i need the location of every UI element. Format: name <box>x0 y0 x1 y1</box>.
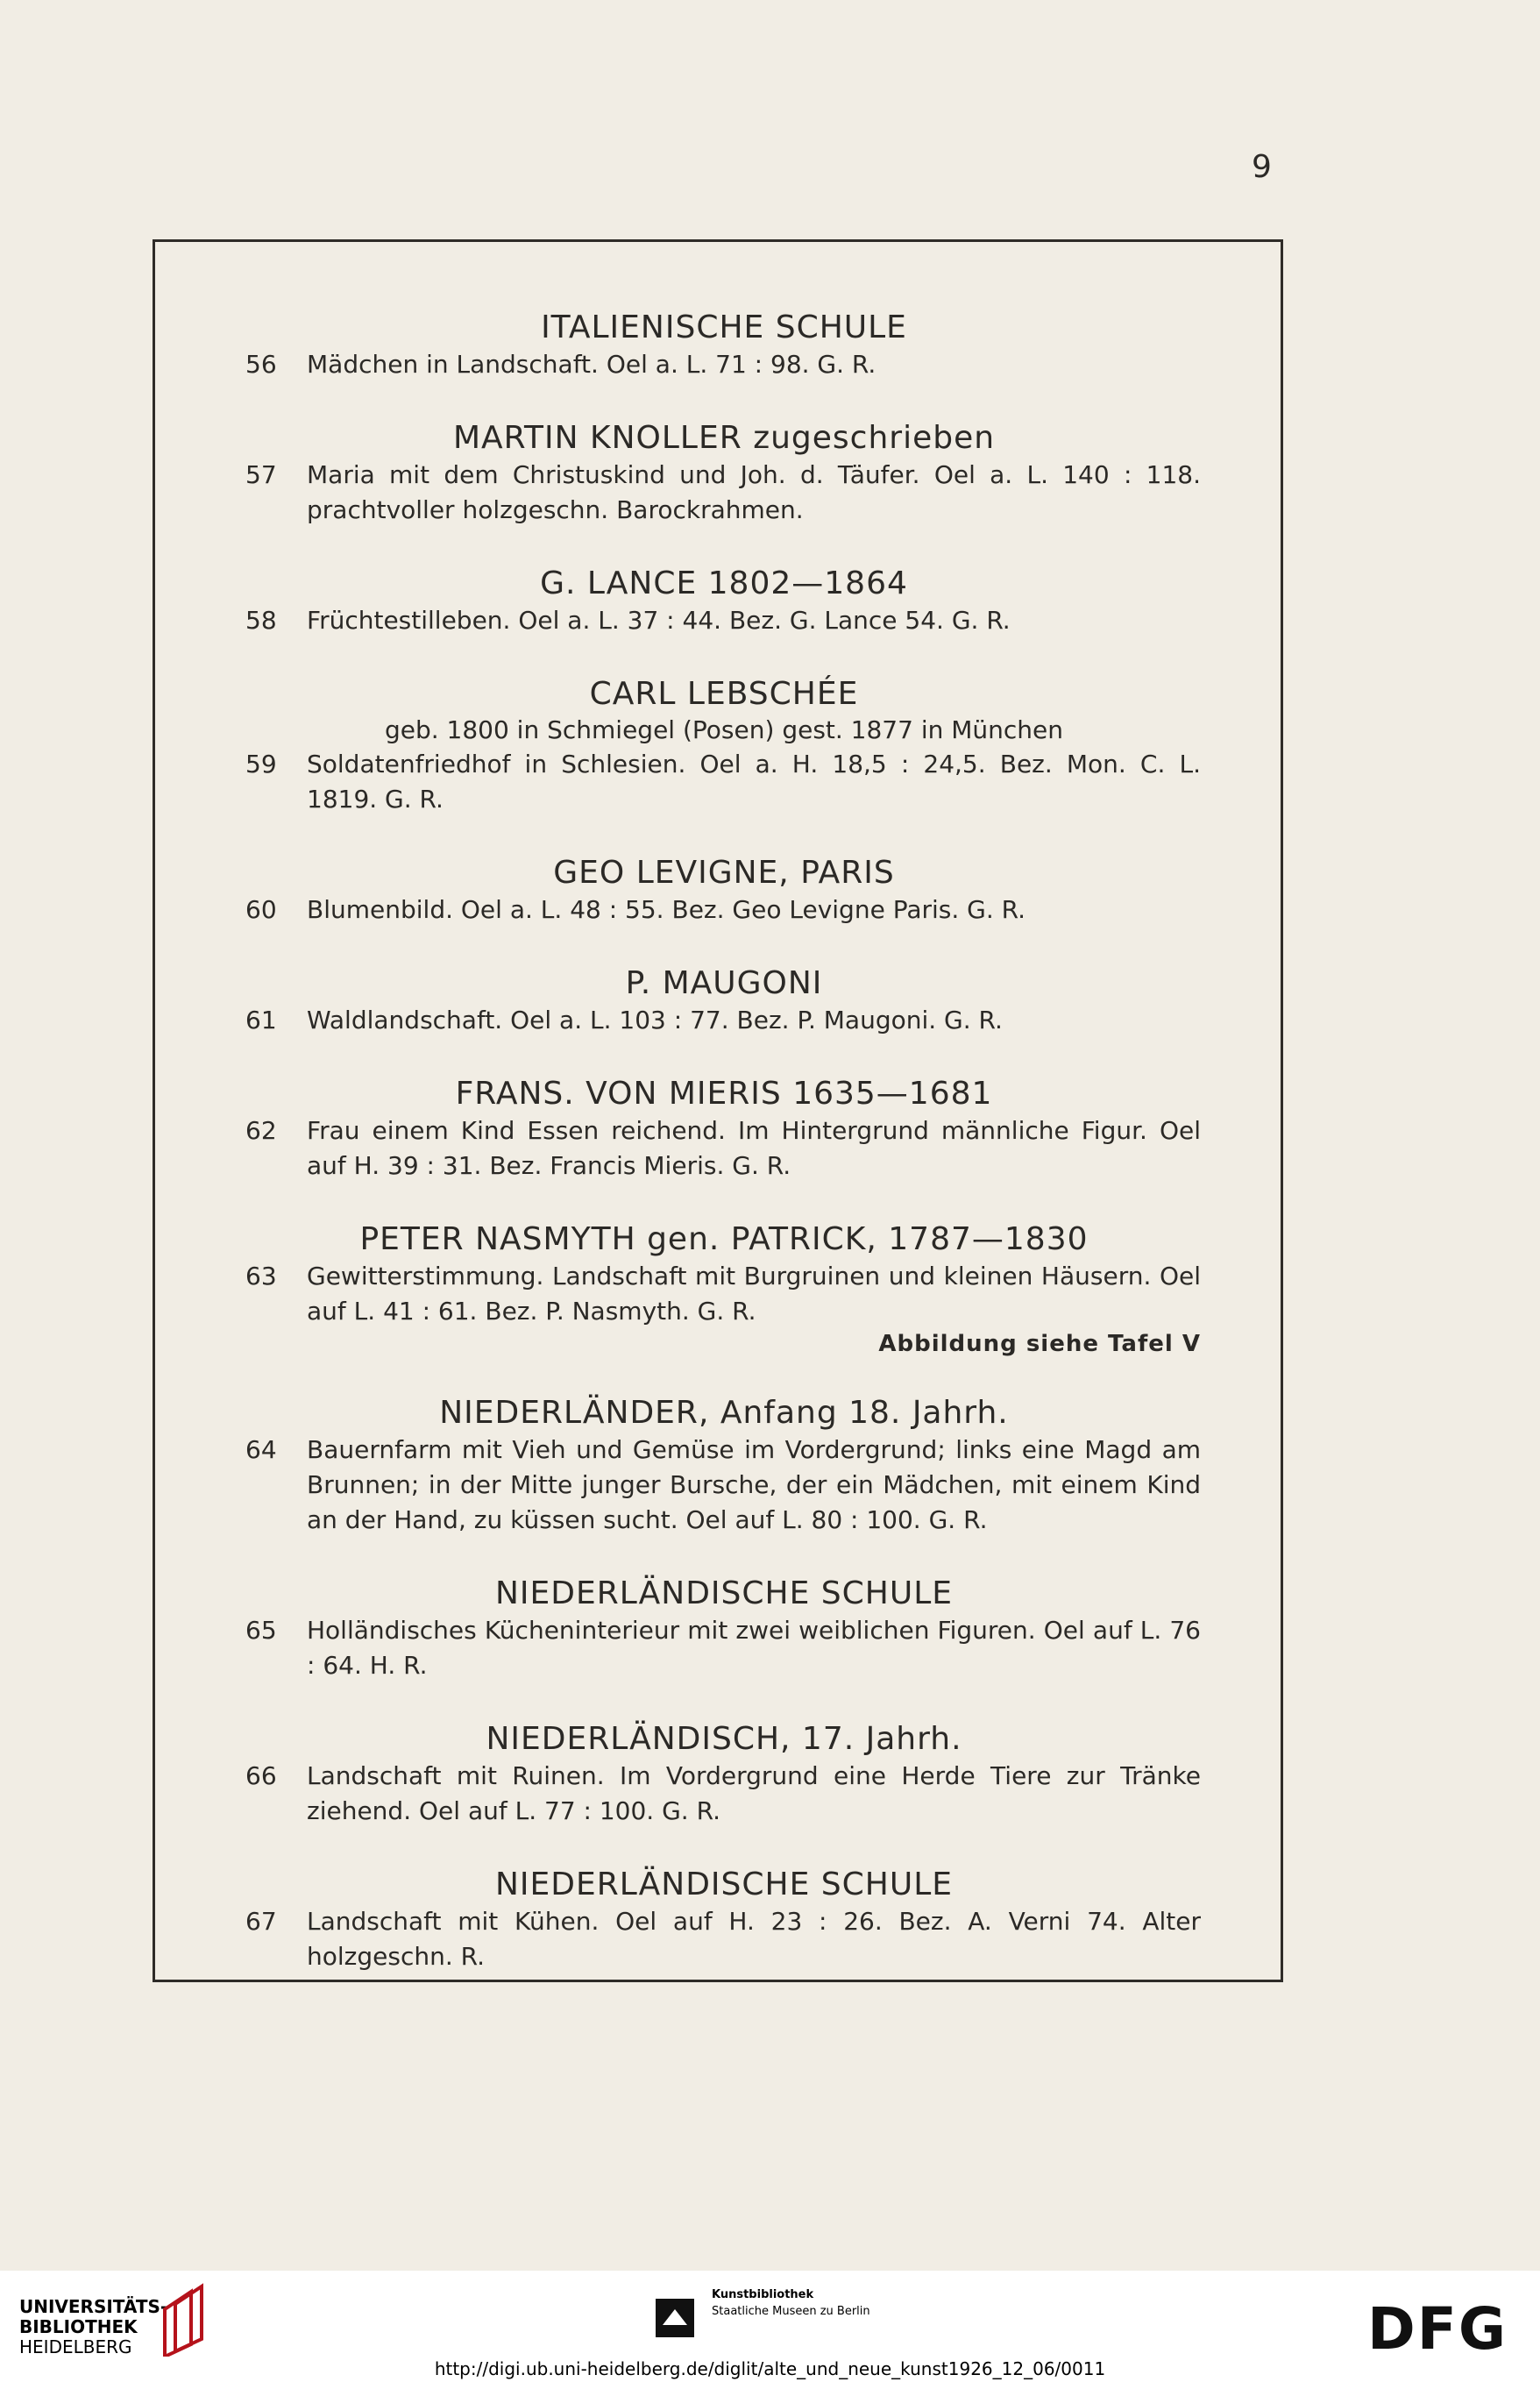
catalog-entry <box>247 347 1201 382</box>
catalog-entry <box>247 603 1201 638</box>
catalog-entry <box>247 1259 1201 1329</box>
catalog-section <box>247 1075 1201 1184</box>
artist-heading: FRANS. VON MIERIS 1635—1681 <box>455 1076 993 1112</box>
library-line2: BIBLIOTHEK <box>19 2316 138 2337</box>
catalog-section <box>247 1220 1201 1357</box>
catalog-section <box>247 854 1201 928</box>
entry-description: Blumenbild. Oel a. L. 48 : 55. Bez. Geo Levigne Paris. G. R. <box>307 895 1026 924</box>
entry-description: Mädchen in Landschaft. Oel a. L. 71 : 98. G. R. <box>307 350 876 379</box>
page-number: 9 <box>1252 149 1272 185</box>
artist-heading: P. MAUGONI <box>625 965 823 1001</box>
catalog-entry <box>247 747 1201 817</box>
artist-heading: NIEDERLÄNDER, Anfang 18. Jahrh. <box>439 1395 1009 1431</box>
artist-heading: GEO LEVIGNE, PARIS <box>553 855 895 891</box>
entry-number: 66 <box>245 1761 277 1790</box>
entry-description: Frau einem Kind Essen reichend. Im Hintergrund männliche Figur. Oel auf H. 39 : 31. Bez. Francis Mieris. G. R. <box>307 1116 1201 1180</box>
entry-description: Gewitterstimmung. Landschaft mit Burgruinen und kleinen Häusern. Oel auf L. 41 : 61. Bez. P. Nasmyth. G. R. <box>307 1262 1201 1326</box>
catalog-entry <box>247 1113 1201 1184</box>
catalog-section <box>247 675 1201 817</box>
artist-heading: CARL LEBSCHÉE <box>589 676 859 712</box>
catalog-section <box>247 1720 1201 1829</box>
entry-description: Maria mit dem Christuskind und Joh. d. Täufer. Oel a. L. 140 : 118. prachtvoller holzgeschn. Barockrahmen. <box>307 460 1201 524</box>
entry-number: 59 <box>245 750 277 779</box>
artist-heading: MARTIN KNOLLER zugeschrieben <box>452 420 996 456</box>
artist-heading: G. LANCE 1802—1864 <box>540 565 908 601</box>
artist-heading: ITALIENISCHE SCHULE <box>541 309 907 345</box>
library-line3: HEIDELBERG <box>19 2336 132 2357</box>
catalog-entry <box>247 1433 1201 1538</box>
entry-description: Bauernfarm mit Vieh und Gemüse im Vordergrund; links eine Magd am Brunnen; in der Mitte junger Bursche, der ein Mädchen, mit einem Kind an der Hand, zu küssen sucht. Oel auf L. 80 : 100. G. R. <box>307 1435 1201 1534</box>
entry-number: 61 <box>245 1006 277 1035</box>
kunstbibliothek-mark-icon <box>656 2299 694 2337</box>
artist-heading: PETER NASMYTH gen. PATRICK, 1787—1830 <box>359 1221 1089 1257</box>
catalog-section <box>247 419 1201 528</box>
entry-number: 63 <box>245 1262 277 1291</box>
catalog-section <box>247 1575 1201 1683</box>
entry-description: Holländisches Kücheninterieur mit zwei weiblichen Figuren. Oel auf L. 76 : 64. H. R. <box>307 1616 1201 1680</box>
entry-description: Früchtestilleben. Oel a. L. 37 : 44. Bez. G. Lance 54. G. R. <box>307 606 1011 635</box>
entry-number: 67 <box>245 1907 277 1936</box>
catalog-section <box>247 565 1201 638</box>
catalog-section <box>247 1394 1201 1538</box>
catalog-entry <box>247 458 1201 528</box>
entry-description: Landschaft mit Ruinen. Im Vordergrund eine Herde Tiere zur Tränke ziehend. Oel auf L. 77 : 100. G. R. <box>307 1761 1201 1825</box>
catalog-section <box>247 309 1201 382</box>
catalog-entry <box>247 892 1201 928</box>
entry-description: Waldlandschaft. Oel a. L. 103 : 77. Bez. P. Maugoni. G. R. <box>307 1006 1003 1035</box>
artist-heading: NIEDERLÄNDISCHE SCHULE <box>494 1575 953 1611</box>
kb-line2: Staatliche Museen zu Berlin <box>712 2305 870 2318</box>
source-url[interactable]: http://digi.ub.uni-heidelberg.de/diglit/alte_und_neue_kunst1926_12_06/0011 <box>434 2358 1106 2379</box>
heidelberg-library-logo[interactable] <box>19 2297 167 2357</box>
entry-number: 57 <box>245 460 277 489</box>
catalog-section <box>247 1866 1201 1974</box>
catalog-entry <box>247 1904 1201 1974</box>
catalog-entry <box>247 1613 1201 1683</box>
catalog-section <box>247 964 1201 1038</box>
catalog-entry <box>247 1759 1201 1829</box>
entry-number: 65 <box>245 1616 277 1645</box>
entry-number: 58 <box>245 606 277 635</box>
catalog-entry <box>247 1003 1201 1038</box>
artist-heading: NIEDERLÄNDISCH, 17. Jahrh. <box>486 1721 962 1757</box>
entry-number: 64 <box>245 1435 277 1464</box>
entry-description: Soldatenfriedhof in Schlesien. Oel a. H. 18,5 : 24,5. Bez. Mon. C. L. 1819. G. R. <box>307 750 1201 814</box>
artist-biography: geb. 1800 in Schmiegel (Posen) gest. 1877 in München <box>384 715 1064 744</box>
entry-number: 60 <box>245 895 277 924</box>
artist-heading: NIEDERLÄNDISCHE SCHULE <box>494 1866 953 1902</box>
library-line1: UNIVERSITÄTS- <box>19 2296 168 2317</box>
catalog-content <box>247 309 1201 2011</box>
entry-description: Landschaft mit Kühen. Oel auf H. 23 : 26. Bez. A. Verni 74. Alter holzgeschn. R. <box>307 1907 1201 1971</box>
entry-number: 62 <box>245 1116 277 1145</box>
entry-number: 56 <box>245 350 277 379</box>
library-mark-icon <box>156 2283 209 2357</box>
kb-line1: Kunstbibliothek <box>712 2288 814 2301</box>
dfg-logo[interactable]: DFG <box>1367 2295 1508 2363</box>
plate-reference: Abbildung siehe Tafel V <box>878 1331 1201 1357</box>
footer <box>0 2271 1540 2382</box>
